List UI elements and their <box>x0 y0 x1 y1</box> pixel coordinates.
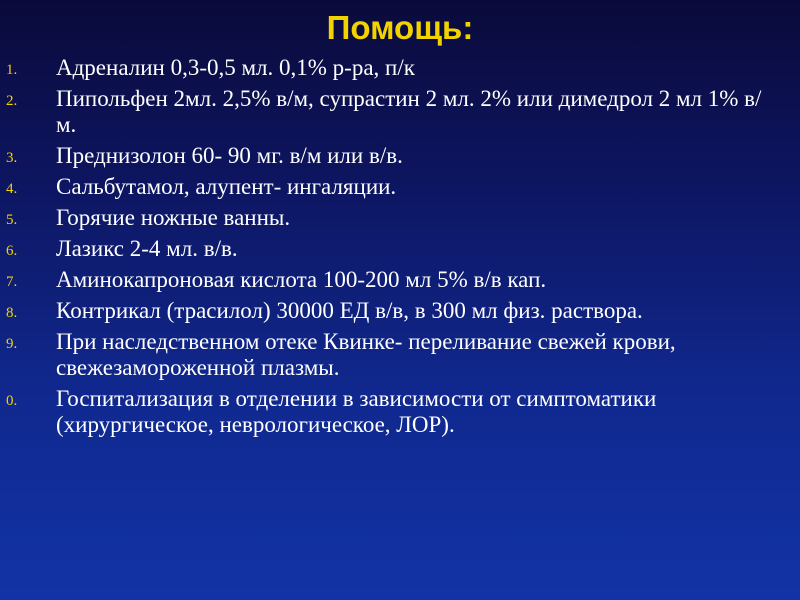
item-number: 4. <box>6 181 18 197</box>
item-number: 0. <box>6 393 18 409</box>
item-text: При наследственном отеке Квинке- переливание свежей крови, свежезамороженной плазмы. <box>56 329 676 380</box>
item-text: Пипольфен 2мл. 2,5% в/м, супрастин 2 мл. 2% или димедрол 2 мл 1% в/м. <box>56 86 762 137</box>
item-text: Аминокапроновая кислота 100-200 мл 5% в/в кап. <box>56 267 547 292</box>
item-number: 5. <box>6 212 18 228</box>
item-text: Адреналин 0,3-0,5 мл. 0,1% р-ра, п/к <box>56 55 415 80</box>
list-item <box>0 236 800 262</box>
item-number: 9. <box>6 336 18 352</box>
list-item <box>0 174 800 200</box>
list-item <box>0 86 800 138</box>
item-number: 2. <box>6 93 18 109</box>
slide-title: Помощь: <box>326 9 474 46</box>
item-number: 3. <box>6 150 18 166</box>
item-number: 1. <box>6 62 18 78</box>
list-item <box>0 298 800 324</box>
list-item <box>0 267 800 293</box>
item-text: Сальбутамол, алупент- ингаляции. <box>56 174 397 199</box>
item-number: 6. <box>6 243 18 259</box>
list-item <box>0 386 800 438</box>
list-item <box>0 205 800 231</box>
treatment-list <box>0 55 800 443</box>
item-text: Лазикс 2-4 мл. в/в. <box>56 236 238 261</box>
item-number: 7. <box>6 274 18 290</box>
list-item <box>0 55 800 81</box>
item-text: Госпитализация в отделении в зависимости от симптоматики (хирургическое, неврологическое, ЛОР). <box>56 386 657 437</box>
item-number: 8. <box>6 305 18 321</box>
item-text: Контрикал (трасилол) 30000 ЕД в/в, в 300 мл физ. раствора. <box>56 298 643 323</box>
list-item <box>0 329 800 381</box>
item-text: Преднизолон 60- 90 мг. в/м или в/в. <box>56 143 403 168</box>
list-item <box>0 143 800 169</box>
item-text: Горячие ножные ванны. <box>56 205 291 230</box>
